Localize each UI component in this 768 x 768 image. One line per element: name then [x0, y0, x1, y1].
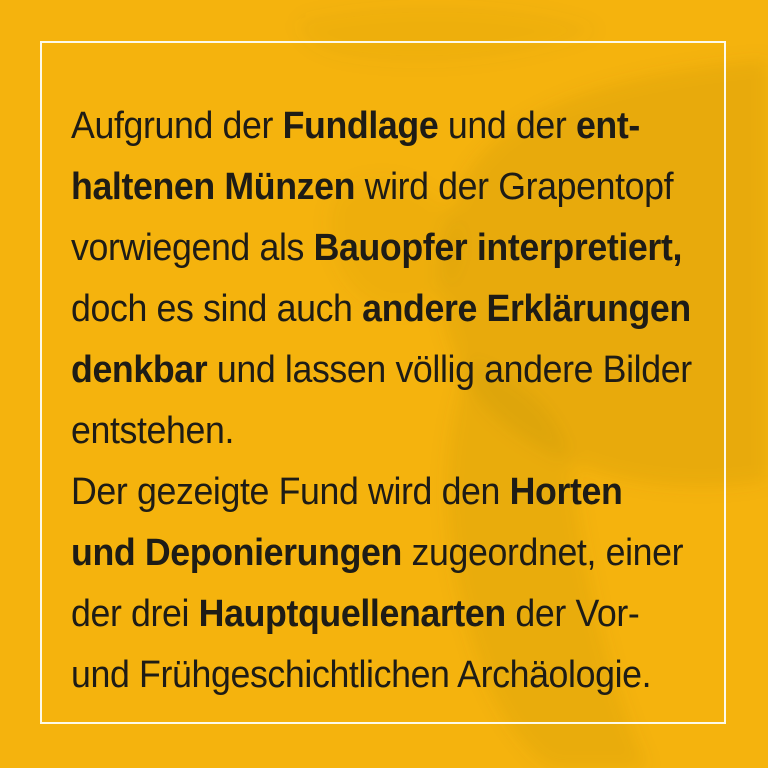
body-text: zugeordnet, einer — [401, 532, 684, 574]
emphasis-text: denkbar — [71, 349, 208, 391]
body-text: und Frühgeschichtlichen Archäologie. — [71, 654, 652, 696]
text-block — [71, 96, 711, 706]
text-line — [71, 462, 673, 523]
body-text: Aufgrund der — [71, 105, 283, 147]
text-line — [71, 584, 673, 645]
emphasis-text: Bauopfer interpretiert, — [313, 227, 683, 269]
text-line — [71, 96, 673, 157]
text-line — [71, 279, 691, 340]
text-line — [71, 401, 673, 462]
emphasis-text: haltenen Münzen — [71, 166, 356, 208]
text-line — [71, 157, 673, 218]
text-line — [71, 218, 683, 279]
emphasis-text: ent- — [575, 105, 640, 147]
body-text: Der gezeigte Fund wird den — [71, 471, 510, 513]
emphasis-text: andere Erklärungen — [362, 288, 691, 330]
text-line — [71, 645, 673, 706]
body-text: der drei — [71, 593, 199, 635]
body-text: und lassen völlig andere Bilder — [207, 349, 692, 391]
body-text: vorwiegend als — [71, 227, 314, 269]
text-line — [71, 523, 684, 584]
body-text: entstehen. — [71, 410, 235, 452]
body-text: der Vor- — [505, 593, 640, 635]
text-line — [71, 340, 692, 401]
emphasis-text: Fundlage — [282, 105, 439, 147]
emphasis-text: Hauptquellenarten — [198, 593, 506, 635]
emphasis-text: und Deponierungen — [71, 532, 402, 574]
emphasis-text: Horten — [509, 471, 623, 513]
body-text: doch es sind auch — [71, 288, 363, 330]
body-text: und der — [438, 105, 576, 147]
body-text: wird der Grapentopf — [355, 166, 674, 208]
